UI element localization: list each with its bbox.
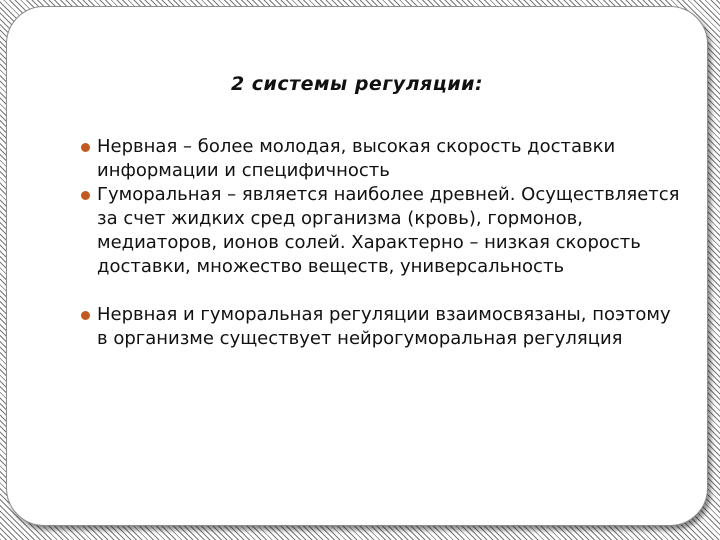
bullet-text: Нервная и гуморальная регуляции взаимосвязаны, поэтому в организме существует нейрогуморальная регуляция [97, 304, 671, 349]
slide-card [6, 6, 708, 526]
bullet-text: Нервная – более молодая, высокая скорость доставки информации и специфичность [97, 136, 616, 181]
bullet-text: Гуморальная – является наиболее древней. Осуществляется за счет жидких сред организма (кровь), гормонов, медиаторов, ионов солей. Характерно – низкая скорость доставки, множество веществ, универсальность [97, 184, 680, 277]
bullet-item-humoral [81, 183, 681, 279]
bullet-list [81, 135, 681, 351]
bullet-item-nervous [81, 135, 681, 183]
bullet-item-neurohumoral [81, 303, 681, 351]
slide-title: 2 системы регуляции: [230, 73, 484, 95]
bullet-dot-icon [81, 311, 90, 320]
bullet-dot-icon [81, 191, 90, 200]
bullet-dot-icon [81, 143, 90, 152]
